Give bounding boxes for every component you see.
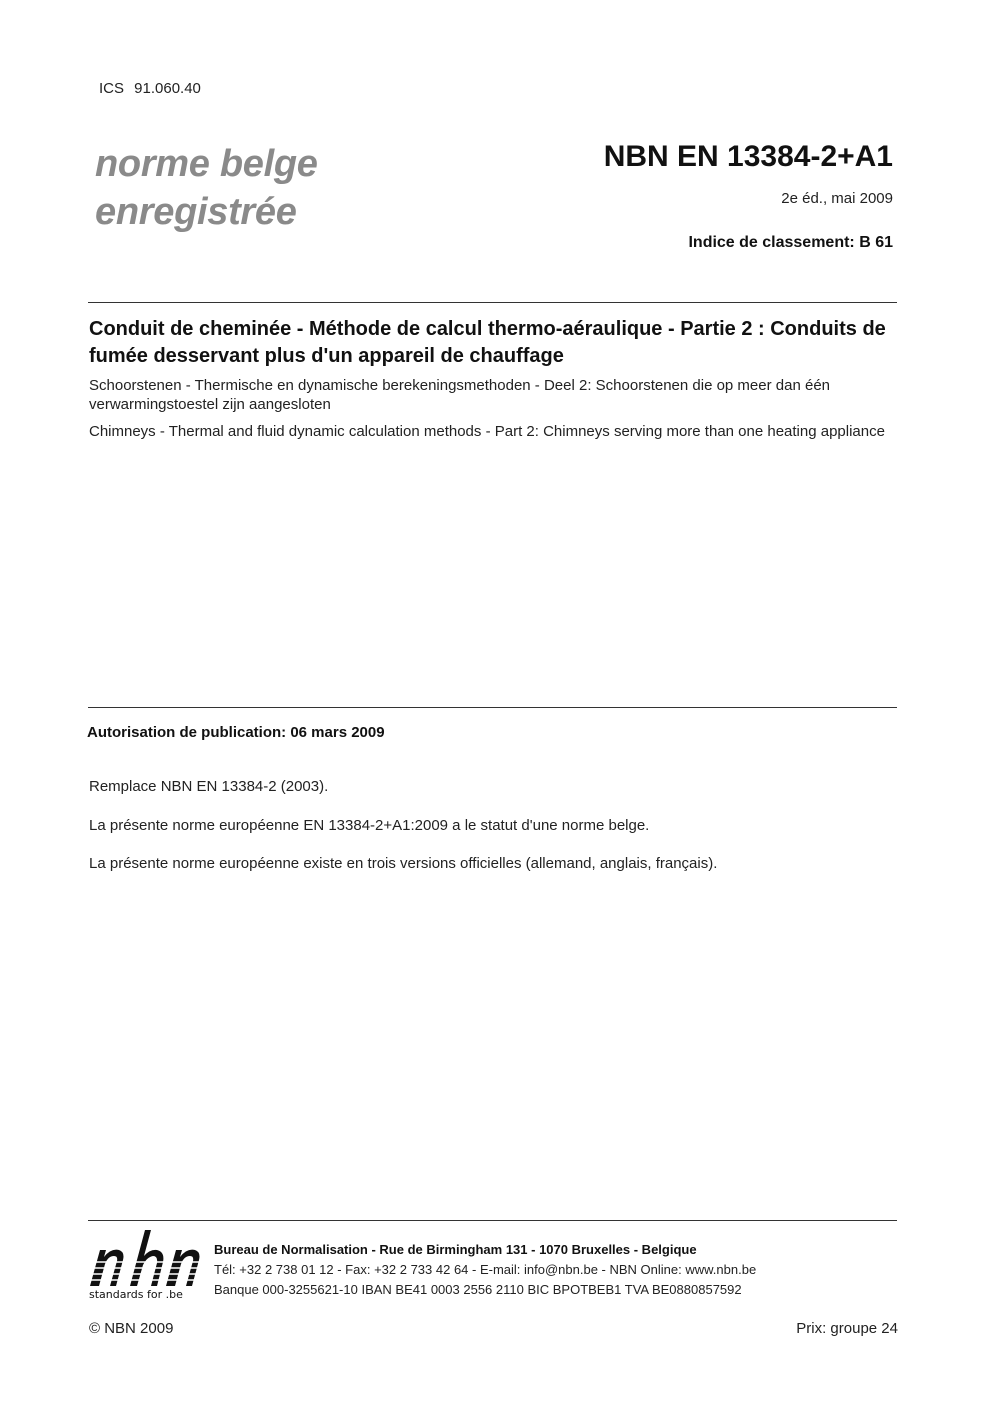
- brand-line-2: enregistrée: [95, 191, 297, 233]
- standard-code: NBN EN 13384-2+A1: [603, 140, 893, 173]
- price-group: Prix: groupe 24: [796, 1320, 898, 1337]
- footer-bank-details: Banque 000-3255621-10 IBAN BE41 0003 2556 2110 BIC BPOTBEB1 TVA BE0880857592: [214, 1282, 742, 1297]
- copyright: © NBN 2009: [89, 1320, 174, 1337]
- footer-address: Bureau de Normalisation - Rue de Birmingham 131 - 1070 Bruxelles - Belgique: [214, 1242, 697, 1257]
- brand-line-1: norme belge: [95, 143, 318, 185]
- publication-authorisation: Autorisation de publication: 06 mars 2009: [87, 724, 385, 741]
- footer-contact: Tél: +32 2 738 01 12 - Fax: +32 2 733 42 64 - E-mail: info@nbn.be - NBN Online: www.nbn.be: [214, 1262, 757, 1277]
- divider-footer: [88, 1220, 897, 1221]
- nbn-logo-graphic: [86, 1226, 202, 1290]
- logo-tagline: standards for .be: [89, 1288, 183, 1301]
- classification-index: Indice de classement: B 61: [688, 234, 893, 251]
- divider-top: [88, 302, 897, 303]
- note-status: La présente norme européenne EN 13384-2+A1:2009 a le statut d'une norme belge.: [89, 817, 650, 834]
- note-replaces: Remplace NBN EN 13384-2 (2003).: [89, 778, 329, 795]
- divider-middle: [88, 707, 897, 708]
- edition-date: 2e éd., mai 2009: [781, 190, 893, 207]
- note-versions: La présente norme européenne existe en trois versions officielles (allemand, anglais, français).: [89, 855, 718, 872]
- ics-code: ICS 91.060.40: [99, 80, 201, 97]
- brand-title: [95, 140, 318, 236]
- title-english: Chimneys - Thermal and fluid dynamic calculation methods - Part 2: Chimneys serving more than one heating appliance: [89, 423, 885, 440]
- title-dutch: Schoorstenen - Thermische en dynamische berekeningsmethoden - Deel 2: Schoorstenen die op meer dan één verwarmingstoestel zijn aangesloten: [89, 377, 830, 413]
- title-french: Conduit de cheminée - Méthode de calcul thermo-aéraulique - Partie 2 : Conduits de fumée desservant plus d'un appareil de chauffage: [89, 318, 886, 367]
